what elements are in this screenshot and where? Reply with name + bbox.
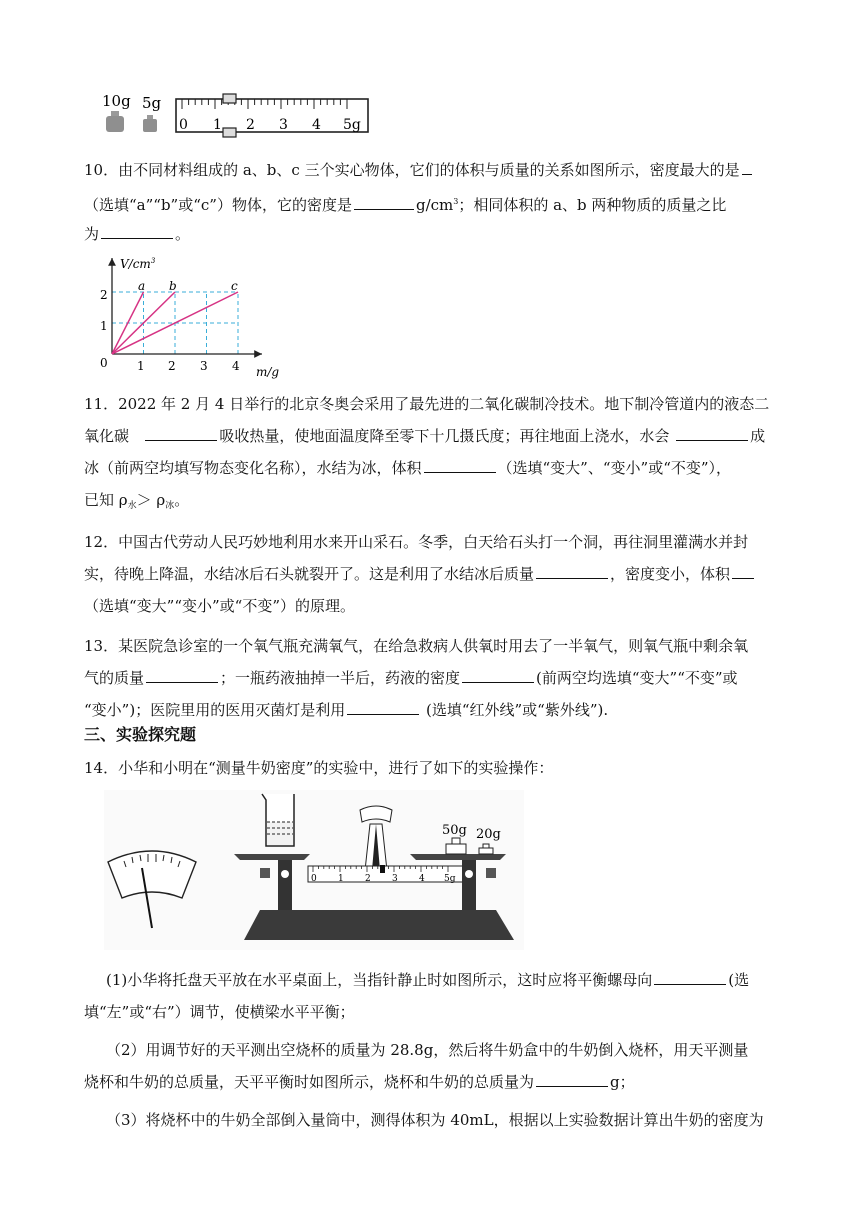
q14-s2-line1: （2）用调节好的天平测出空烧杯的质量为 28.8g，然后将牛奶盒中的牛奶倒入烧杯，用天平测量 bbox=[106, 1041, 749, 1059]
section-title: 三、实验探究题 bbox=[84, 725, 197, 744]
ruler-tick-label: 5g bbox=[343, 117, 361, 133]
rider-bottom bbox=[223, 128, 236, 137]
q11-line2: 氧化碳 吸收热量，使地面温度降至零下十几摄氏度；再往地面上浇水，水会 成 bbox=[84, 420, 784, 452]
q13-line3: “变小”)；医院里用的医用灭菌灯是利用 (选填“红外线”或“紫外线”). bbox=[84, 694, 784, 726]
weight-10g-icon bbox=[106, 111, 124, 132]
weight-5g-label: 5g bbox=[142, 94, 162, 112]
answer-blank[interactable] bbox=[424, 455, 496, 473]
answer-blank[interactable] bbox=[462, 665, 534, 683]
q14-intro: 14．小华和小明在“测量牛奶密度”的实验中，进行了如下的实验操作： bbox=[84, 759, 554, 777]
q13-line2: 气的质量 ；一瓶药液抽掉一半后，药液的密度 (前两空均选填“变大”“不变”或 bbox=[84, 662, 784, 694]
q13-line1: 13．某医院急诊室的一个氧气瓶充满氧气，在给急救病人供氧时用去了一半氧气，则氧气瓶中剩余氧 bbox=[84, 637, 749, 655]
answer-blank[interactable] bbox=[732, 561, 754, 579]
answer-blank[interactable] bbox=[742, 157, 752, 175]
weight-20g-label: 20g bbox=[476, 827, 501, 842]
x-tick-label: 3 bbox=[200, 359, 208, 373]
beam-tick-label: 1 bbox=[338, 874, 344, 884]
series-line-a bbox=[112, 292, 144, 354]
q10-line3: 为 。 bbox=[84, 218, 784, 250]
q11-line3: 冰（前两空均填写物态变化名称），水结为冰，体积 （选填“变大”、“变小”或“不变”）， bbox=[84, 452, 784, 484]
weights-ruler-figure bbox=[100, 84, 380, 144]
rider-top bbox=[223, 94, 236, 103]
series-label-c: c bbox=[231, 279, 238, 293]
x-tick-label: 4 bbox=[232, 359, 240, 373]
origin-label: 0 bbox=[100, 356, 108, 370]
q11-line4: 已知 $\rho_水> \rho_冰$。 bbox=[84, 491, 190, 511]
ruler-tick-label: 2 bbox=[246, 117, 255, 133]
weight-5g-icon bbox=[143, 115, 157, 132]
beam-rider bbox=[380, 865, 385, 873]
q14-s2-line2: 烧杯和牛奶的总质量，天平平衡时如图所示，烧杯和牛奶的总质量为 g； bbox=[84, 1066, 784, 1098]
answer-blank[interactable] bbox=[676, 423, 748, 441]
series-label-a: a bbox=[138, 279, 146, 293]
beam-tick-label: 4 bbox=[419, 874, 425, 884]
balance-base bbox=[244, 910, 514, 940]
answer-blank[interactable] bbox=[354, 192, 414, 210]
x-tick-label: 2 bbox=[168, 359, 176, 373]
y-tick-label: 1 bbox=[100, 319, 108, 333]
answer-blank[interactable] bbox=[146, 665, 218, 683]
weight-50g-label: 50g bbox=[442, 823, 467, 838]
q12-line1: 12．中国古代劳动人民巧妙地利用水来开山采石。冬季，白天给石头打一个洞，再往洞里灌满水并封 bbox=[84, 533, 749, 551]
balance-figure bbox=[104, 790, 524, 950]
q14-s1-line1: (1)小华将托盘天平放在水平桌面上，当指针静止时如图所示，这时应将平衡螺母向 (选 bbox=[106, 964, 806, 996]
q10-line2: （选填“a”“b”或“c”）物体，它的密度是 $g/cm^3$；相同体积的 a、b 两种物质的质量之比 bbox=[84, 186, 784, 221]
weight-10g-label: 10g bbox=[102, 92, 131, 110]
x-axis-label: m/g bbox=[256, 365, 280, 379]
q11-line1: 11．2022 年 2 月 4 日举行的北京冬奥会采用了最先进的二氧化碳制冷技术。地下制冷管道内的液态二 bbox=[84, 395, 770, 413]
q12-line3: （选填“变大”“变小”或“不变”）的原理。 bbox=[84, 597, 356, 615]
q14-s3-line1: （3）将烧杯中的牛奶全部倒入量筒中，测得体积为 40mL，根据以上实验数据计算出牛奶的密度为 bbox=[106, 1111, 764, 1129]
beam-tick-label: 0 bbox=[311, 874, 317, 884]
series-label-b: b bbox=[169, 279, 177, 293]
riding-ruler bbox=[176, 94, 368, 137]
beam-tick-label: 3 bbox=[392, 874, 398, 884]
answer-blank[interactable] bbox=[654, 967, 726, 985]
ruler-tick-label: 1 bbox=[213, 117, 222, 133]
answer-blank[interactable] bbox=[145, 423, 217, 441]
volume-mass-graph bbox=[90, 252, 290, 382]
left-pan bbox=[234, 854, 310, 860]
answer-blank[interactable] bbox=[347, 697, 419, 715]
ruler-tick-label: 4 bbox=[312, 117, 321, 133]
answer-blank[interactable] bbox=[101, 221, 173, 239]
beam-tick-label: 5g bbox=[444, 874, 456, 884]
y-tick-label: 2 bbox=[100, 288, 108, 302]
y-axis-label: $V/cm^3$ bbox=[120, 257, 156, 271]
answer-blank[interactable] bbox=[536, 561, 608, 579]
ruler-tick-label: 0 bbox=[179, 117, 188, 133]
beam-tick-label: 2 bbox=[365, 874, 371, 884]
ruler-tick-label: 3 bbox=[279, 117, 288, 133]
right-pan bbox=[410, 854, 506, 860]
q14-s1-line2: 填“左”或“右”）调节，使横梁水平平衡； bbox=[84, 1003, 355, 1021]
q10-line1: 10．由不同材料组成的 a、b、c 三个实心物体，它们的体积与质量的关系如图所示，密度最大的是 bbox=[84, 154, 784, 186]
q12-line2: 实，待晚上降温，水结冰后石头就裂开了。这是利用了水结冰后质量 ，密度变小，体积 bbox=[84, 558, 784, 590]
beam-ruler bbox=[308, 865, 466, 884]
beaker bbox=[262, 794, 294, 846]
x-tick-label: 1 bbox=[137, 359, 145, 373]
answer-blank[interactable] bbox=[536, 1069, 608, 1087]
